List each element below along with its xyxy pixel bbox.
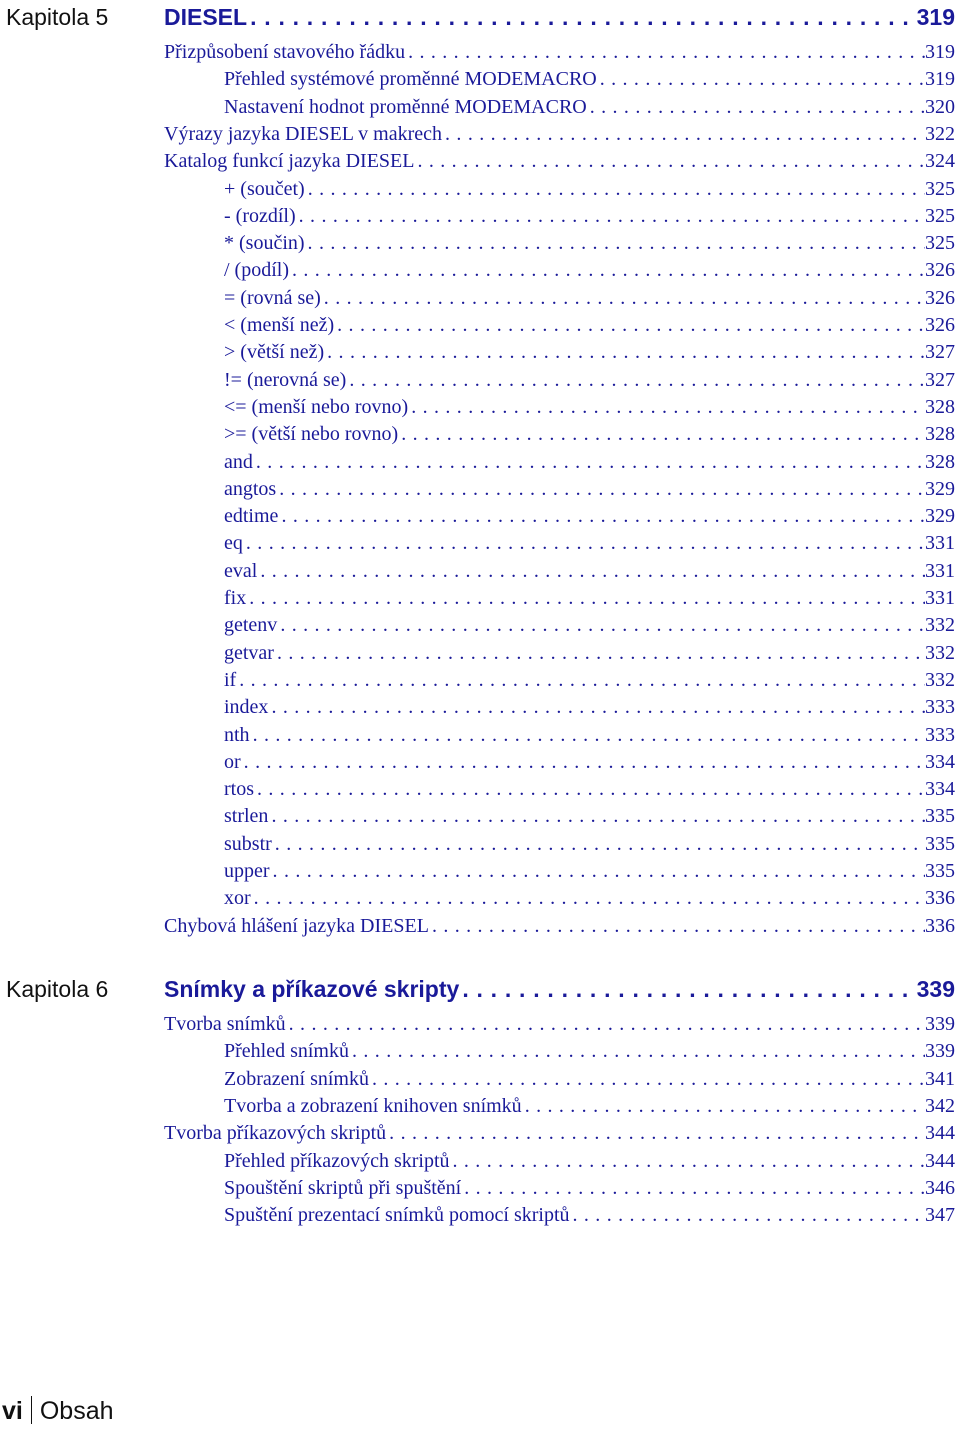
toc-entry[interactable] bbox=[224, 858, 955, 885]
toc-entry[interactable] bbox=[224, 421, 955, 448]
toc-entry-page: 335 bbox=[925, 805, 955, 828]
leader-dots bbox=[236, 667, 925, 694]
toc-entry-title: > (větší než) bbox=[224, 341, 325, 364]
chapter-5-title-row[interactable] bbox=[164, 4, 955, 31]
chapter-6-title: Snímky a příkazové skripty bbox=[164, 976, 460, 1002]
page-footer bbox=[2, 1396, 114, 1426]
leader-dots bbox=[257, 558, 925, 585]
leader-dots bbox=[405, 39, 925, 66]
leader-dots bbox=[270, 858, 925, 885]
toc-entry-page: 331 bbox=[925, 559, 955, 582]
toc-entry[interactable] bbox=[224, 312, 955, 339]
toc-entry-page: 346 bbox=[925, 1176, 955, 1199]
toc-entry-page: 333 bbox=[925, 696, 955, 719]
toc-entry-page: 336 bbox=[925, 914, 955, 937]
toc-entry[interactable] bbox=[224, 1202, 955, 1229]
toc-entry-page: 332 bbox=[925, 641, 955, 664]
toc-entry-title: >= (větší nebo rovno) bbox=[224, 423, 399, 446]
toc-entry[interactable] bbox=[224, 558, 955, 585]
toc-entry[interactable] bbox=[224, 749, 955, 776]
toc-entry[interactable] bbox=[224, 476, 955, 503]
chapter-6-label: Kapitola 6 bbox=[6, 976, 109, 1002]
toc-entry[interactable] bbox=[224, 1148, 955, 1175]
leader-dots bbox=[369, 1066, 925, 1093]
leader-dots bbox=[286, 1011, 925, 1038]
leader-dots bbox=[429, 913, 925, 940]
toc-entry[interactable] bbox=[224, 503, 955, 530]
toc-entry[interactable] bbox=[224, 257, 955, 284]
toc-entry-title: Spuštění prezentací snímků pomocí skriptů bbox=[224, 1204, 570, 1227]
toc-entry-title: Přehled snímků bbox=[224, 1040, 349, 1063]
toc-entry[interactable] bbox=[224, 694, 955, 721]
toc-entry[interactable] bbox=[164, 1120, 955, 1147]
toc-entry-title: eval bbox=[224, 559, 258, 582]
leader-dots bbox=[461, 1175, 925, 1202]
toc-entry-page: 320 bbox=[925, 95, 955, 118]
toc-entry-page: 331 bbox=[925, 532, 955, 555]
toc-entry[interactable] bbox=[224, 449, 955, 476]
leader-dots bbox=[522, 1093, 925, 1120]
toc-entry-title: index bbox=[224, 696, 269, 719]
toc-entry[interactable] bbox=[224, 803, 955, 830]
toc-entry-page: 329 bbox=[925, 477, 955, 500]
toc-entry[interactable] bbox=[224, 612, 955, 639]
leader-dots bbox=[246, 585, 925, 612]
toc-entry-title: <= (menší nebo rovno) bbox=[224, 395, 409, 418]
toc-entry[interactable] bbox=[224, 94, 955, 121]
toc-entry-page: 329 bbox=[925, 505, 955, 528]
toc-entry-page: 344 bbox=[925, 1149, 955, 1172]
toc-entry-title: nth bbox=[224, 723, 250, 746]
toc-entry-page: 341 bbox=[925, 1067, 955, 1090]
footer-page-number: vi bbox=[2, 1397, 23, 1425]
toc-entry-title: + (součet) bbox=[224, 177, 305, 200]
toc-entry-title: getvar bbox=[224, 641, 274, 664]
toc-entry-title: rtos bbox=[224, 778, 254, 801]
toc-entry-title: != (nerovná se) bbox=[224, 368, 347, 391]
leader-dots bbox=[254, 776, 925, 803]
toc-entry[interactable] bbox=[224, 1093, 955, 1120]
leader-dots bbox=[459, 976, 916, 1003]
toc-entry-page: 335 bbox=[925, 860, 955, 882]
toc-entry-page: 322 bbox=[925, 122, 955, 145]
toc-entry-title: and bbox=[224, 450, 253, 473]
leader-dots bbox=[276, 476, 925, 503]
chapter-6-page: 339 bbox=[916, 976, 955, 1002]
toc-entry[interactable] bbox=[224, 776, 955, 803]
toc-entry-page: 326 bbox=[925, 259, 955, 282]
toc-entry-title: * (součin) bbox=[224, 232, 305, 255]
toc-entry-title: fix bbox=[224, 587, 247, 609]
toc-entry[interactable] bbox=[224, 339, 955, 366]
toc-entry-title: Výrazy jazyka DIESEL v makrech bbox=[164, 122, 443, 145]
leader-dots bbox=[272, 831, 925, 858]
toc-entry-title: getenv bbox=[224, 614, 278, 637]
toc-entry-page: 332 bbox=[925, 668, 955, 691]
toc-entry[interactable] bbox=[164, 913, 955, 940]
toc-entry-page: 319 bbox=[925, 68, 955, 91]
leader-dots bbox=[398, 421, 925, 448]
toc-entry-page: 335 bbox=[925, 832, 955, 855]
toc-entry-title: Přehled příkazových skriptů bbox=[224, 1149, 450, 1172]
toc-entry-page: 339 bbox=[925, 1040, 955, 1063]
leader-dots bbox=[414, 148, 925, 175]
toc-entry-title: if bbox=[224, 668, 237, 691]
toc-entry[interactable] bbox=[224, 176, 955, 203]
leader-dots bbox=[278, 503, 925, 530]
leader-dots bbox=[386, 1120, 925, 1147]
toc-entry-title: xor bbox=[224, 887, 251, 910]
toc-entry-page: 327 bbox=[925, 368, 955, 391]
toc-entry-title: eq bbox=[224, 532, 243, 555]
toc-entry-title: < (menší než) bbox=[224, 314, 335, 336]
toc-entry-title: strlen bbox=[224, 805, 269, 828]
toc-entry-page: 328 bbox=[925, 423, 955, 446]
toc-entry-page: 328 bbox=[925, 450, 955, 473]
toc-entry-page: 332 bbox=[925, 614, 955, 637]
toc-entry-title: substr bbox=[224, 832, 272, 855]
leader-dots bbox=[305, 230, 925, 257]
chapter-5-page: 319 bbox=[916, 4, 955, 30]
toc-entry-title: Tvorba snímků bbox=[164, 1013, 286, 1035]
toc-entry-page: 334 bbox=[925, 778, 955, 801]
toc-entry[interactable] bbox=[164, 148, 955, 175]
leader-dots bbox=[268, 803, 925, 830]
toc-entry[interactable] bbox=[224, 66, 955, 93]
toc-entry[interactable] bbox=[224, 831, 955, 858]
toc-entry[interactable] bbox=[224, 530, 955, 557]
leader-dots bbox=[274, 640, 925, 667]
toc-entry-page: 325 bbox=[925, 232, 955, 255]
toc-entry[interactable] bbox=[164, 121, 955, 148]
toc-entry-page: 347 bbox=[925, 1204, 955, 1227]
leader-dots bbox=[349, 1038, 925, 1065]
leader-dots bbox=[243, 530, 925, 557]
leader-dots bbox=[241, 749, 925, 776]
leader-dots bbox=[296, 203, 925, 230]
toc-entry-title: Chybová hlášení jazyka DIESEL bbox=[164, 914, 429, 937]
leader-dots bbox=[334, 312, 925, 339]
footer-divider bbox=[31, 1396, 32, 1424]
leader-dots bbox=[253, 449, 925, 476]
toc-entry-title: or bbox=[224, 750, 241, 773]
leader-dots bbox=[442, 121, 925, 148]
toc-entry-page: 339 bbox=[925, 1013, 955, 1035]
chapter-5-title: DIESEL bbox=[164, 4, 248, 30]
toc-entry-page: 326 bbox=[925, 314, 955, 336]
leader-dots bbox=[247, 4, 917, 31]
toc-entry-page: 325 bbox=[925, 177, 955, 200]
toc-entry-page: 344 bbox=[925, 1122, 955, 1145]
toc-entry[interactable] bbox=[224, 367, 955, 394]
toc-entry[interactable] bbox=[224, 585, 955, 612]
toc-entry-title: Nastavení hodnot proměnné MODEMACRO bbox=[224, 95, 587, 118]
toc-entry[interactable] bbox=[224, 722, 955, 749]
leader-dots bbox=[450, 1148, 926, 1175]
leader-dots bbox=[251, 885, 925, 912]
toc-entry-title: - (rozdíl) bbox=[224, 204, 296, 227]
toc-entry-page: 331 bbox=[925, 587, 955, 609]
toc-entry-title: upper bbox=[224, 860, 270, 882]
toc-entry[interactable] bbox=[224, 203, 955, 230]
chapter-5-label: Kapitola 5 bbox=[6, 4, 109, 30]
toc-entry[interactable] bbox=[224, 885, 955, 912]
leader-dots bbox=[597, 66, 925, 93]
leader-dots bbox=[324, 339, 925, 366]
leader-dots bbox=[346, 367, 925, 394]
leader-dots bbox=[321, 285, 925, 312]
leader-dots bbox=[570, 1202, 926, 1229]
leader-dots bbox=[268, 694, 925, 721]
toc-entry-page: 328 bbox=[925, 395, 955, 418]
toc-entry-title: Tvorba a zobrazení knihoven snímků bbox=[224, 1094, 522, 1117]
toc-entry-title: Přizpůsobení stavového řádku bbox=[164, 41, 406, 63]
toc-entry[interactable] bbox=[224, 285, 955, 312]
toc-entry-page: 326 bbox=[925, 286, 955, 309]
leader-dots bbox=[250, 722, 925, 749]
toc-entry-title: Tvorba příkazových skriptů bbox=[164, 1122, 387, 1145]
chapter-6-title-row[interactable] bbox=[164, 976, 955, 1003]
toc-entry-page: 342 bbox=[925, 1094, 955, 1117]
leader-dots bbox=[587, 94, 925, 121]
toc-entry-title: angtos bbox=[224, 477, 277, 500]
leader-dots bbox=[305, 176, 925, 203]
toc-entry-title: edtime bbox=[224, 505, 279, 528]
leader-dots bbox=[408, 394, 925, 421]
toc-entry-page: 324 bbox=[925, 150, 955, 173]
toc-entry-title: / (podíl) bbox=[224, 259, 289, 282]
toc-entry-page: 334 bbox=[925, 750, 955, 773]
toc-entry[interactable] bbox=[224, 667, 955, 694]
toc-entry-page: 325 bbox=[925, 204, 955, 227]
toc-entry[interactable] bbox=[164, 1011, 955, 1038]
toc-entry[interactable] bbox=[224, 394, 955, 421]
toc-entry[interactable] bbox=[224, 230, 955, 257]
toc-entry-page: 336 bbox=[925, 887, 955, 910]
leader-dots bbox=[277, 612, 925, 639]
toc-entry-title: Spouštění skriptů při spuštění bbox=[224, 1176, 462, 1199]
toc-entry[interactable] bbox=[224, 1038, 955, 1065]
toc-entry[interactable] bbox=[164, 39, 955, 66]
toc-entry[interactable] bbox=[224, 1175, 955, 1202]
toc-entry[interactable] bbox=[224, 1066, 955, 1093]
leader-dots bbox=[289, 257, 925, 284]
toc-entry-title: Katalog funkcí jazyka DIESEL bbox=[164, 150, 415, 173]
toc-entry-page: 327 bbox=[925, 341, 955, 364]
toc-entry-page: 333 bbox=[925, 723, 955, 746]
toc-entry-title: = (rovná se) bbox=[224, 286, 321, 309]
toc-entry-title: Přehled systémové proměnné MODEMACRO bbox=[224, 68, 597, 91]
footer-section: Obsah bbox=[39, 1397, 114, 1425]
toc-entry-page: 319 bbox=[925, 41, 955, 63]
toc-entry-title: Zobrazení snímků bbox=[224, 1067, 369, 1090]
toc-entry[interactable] bbox=[224, 640, 955, 667]
